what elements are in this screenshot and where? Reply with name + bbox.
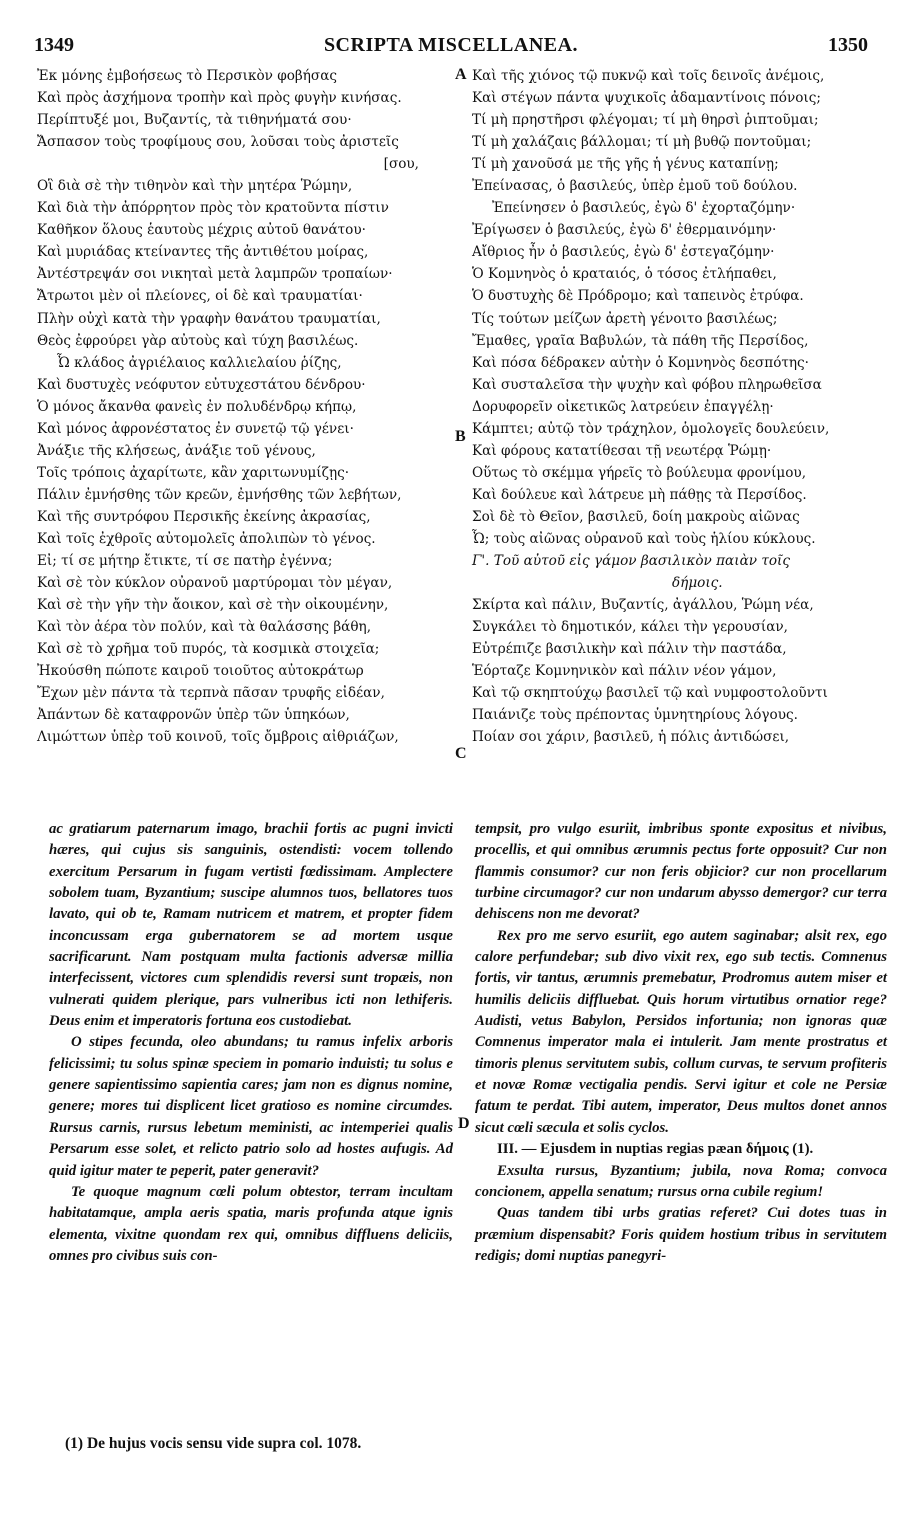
verse-line: Καὶ φόρους κατατίθεσαι τῇ νεωτέρᾳ Ῥώμῃ· [472,442,772,459]
latin-paragraph: Exsulta rursus, Byzantium; jubila, nova Roma; convoca concionem, appella senatum; rursus orna cubile regium! [475,1162,887,1200]
verse-line: Ὦ κλάδος ἀγριέλαιος καλλιελαίου ῥίζης, [57,354,342,371]
verse-line: Λιμώττων ὑπὲρ τοῦ κοινοῦ, τοῖς ὄμβροις αἰθριάζων, [37,729,399,746]
verse-line: Ἀντέστρεψάν σοι νικηταὶ μετὰ λαμπρῶν τροπαίων· [37,266,393,283]
verse-line: Ὁ δυστυχὴς δὲ Πρόδρομο; καὶ ταπεινὸς ἐτρύφα. [472,288,804,305]
verse-line: Τί μὴ χανοῦσά με τῆς γῆς ἡ γένυς καταπίνῃ; [472,156,779,173]
margin-marker-a: A [455,66,467,83]
latin-paragraph: tempsit, pro vulgo esuriit, imbribus sponte expositus et nivibus, procellis, et qui omnibus ærumnis pectus forte opposuit? Cur non flammis consumor? cur non feris objicior? cur non procellarum turbine circumagor? cur non undarum abysso demergor? cur terra dehiscens non me devorat? [475,821,887,923]
verse-line-continuation: [σου, [383,156,419,173]
greek-column-right [472,65,892,748]
verse-line: Παιάνιζε τοὺς πρέποντας ὑμνητηρίους λόγους. [472,707,798,724]
verse-line: Καὶ συσταλεῖσα τὴν ψυχὴν καὶ φόβου πληρωθεῖσα [472,376,822,393]
verse-line: Ἐπείνησεν ὁ βασιλεύς, ἐγὼ δ' ἐχορταζόμην· [492,200,796,217]
verse-line: Σοὶ δὲ τὸ Θεῖον, βασιλεῦ, δοίη μακροὺς αἰῶνας [472,508,800,525]
page-header [34,34,868,64]
page-number-left: 1349 [34,34,74,56]
verse-line: Καὶ πόσα δέδρακεν αὐτὴν ὁ Κομνηνὸς δεσπότης· [472,354,809,371]
verse-line: Καὶ σὲ τὸν κύκλον οὐρανοῦ μαρτύρομαι τὸν μέγαν, [37,575,393,592]
verse-line: Ἐκ μόνης ἐμβοήσεως τὸ Περσικὸν φοβήσας [37,68,337,84]
verse-line: Καὶ τὸν ἀέρα τὸν πολύν, καὶ τὰ θαλάσσης βάθη, [37,619,372,636]
section-heading: Γ'. Τοῦ αὐτοῦ εἰς γάμον βασιλικὸν παιὰν τοῖς [472,553,790,570]
verse-line: Ἄτρωτοι μὲν οἱ πλείονες, οἱ δὲ καὶ τραυματίαι· [37,288,363,305]
latin-paragraph: Rex pro me servo esuriit, ego autem saginabar; alsit rex, ego calore perfundebar; sub divo vixit rex, ego sub tectis. Comnenus fortis, vir tantus, ærumnis premebatur, Prodromus autem miser et humilis deliciis diffluebat. Quis horum virtutibus ornatior rege? Audisti, vetus Babylon, Persidos infortunia; non ignoras quæ Comnenus imperator mala ei intulerit. Jam mente prostratus et timoris plenus servitutem subis, collum curvas, te servum profiteris et novæ Romæ vectigalia pendis. Servi igitur et cole ne Persiæ fatum te perdat. Tibi autem, imperator, Deus multos donet annos sicut cœli sæcula et solis cyclos. [475,927,887,1136]
verse-line: Τί μὴ πρηστῆρσι φλέγομαι; τί μὴ θηρσὶ ῥιπτοῦμαι; [472,112,819,129]
page-number-right: 1350 [828,34,868,56]
verse-line: Καὶ στέγων πάντα ψυχικοῖς ἀδαμαντίνοις πόνοις; [472,90,821,107]
verse-line: Ὁ Κομνηνὸς ὁ κραταιός, ὁ τόσος ἐτλήπαθει, [472,266,777,283]
verse-line: Συγκάλει τὸ δημοτικόν, κάλει τὴν γερουσίαν, [472,619,789,636]
verse-line: Καὶ τῆς χιόνος τῷ πυκνῷ καὶ τοῖς δεινοῖς ἀνέμοις, [472,68,825,84]
verse-line: Ὁ μόνος ἄκανθα φανεὶς ἐν πολυδένδρῳ κήπῳ, [37,398,357,415]
verse-line: Σκίρτα καὶ πάλιν, Βυζαντίς, ἀγάλλου, Ῥώμη νέα, [472,597,814,614]
greek-column-left [37,65,453,748]
verse-line: Κάμπτει; αὐτῷ τὸν τράχηλον, ὁμολογεῖς δουλεύειν, [472,420,830,437]
verse-line: Καὶ μόνος ἀφρονέστατος ἐν συνετῷ τῷ γένει· [37,420,354,437]
verse-line: Ἐπείνασας, ὁ βασιλεύς, ὑπὲρ ἐμοῦ τοῦ δούλου. [472,178,798,195]
verse-line: Καὶ δούλευε καὶ λάτρευε μὴ πάθῃς τὰ Περσίδος. [472,486,807,503]
verse-line: Καὶ διὰ τὴν ἀπόρρητον πρὸς τὸν κρατοῦντα πίστιν [37,200,389,217]
margin-marker-c: C [455,745,467,762]
latin-paragraph: Quas tandem tibi urbs gratias referet? Cui dotes tuas in præmium dispensabit? Foris quidem hostium tribus in servitutem redigis; domi nuptias panegyri- [475,1205,887,1264]
verse-line: Ἔχων μὲν πάντα τὰ τερπνὰ πᾶσαν τρυφῆς εἰδέαν, [37,685,385,702]
verse-line: Ἐρίγωσεν ὁ βασιλεύς, ἐγὼ δ' ἐθερμαινόμην· [472,222,777,239]
footnote: (1) De hujus vocis sensu vide supra col. 1078. [65,1435,362,1452]
running-title: SCRIPTA MISCELLANEA. [323,34,579,56]
latin-column-left [49,819,453,1267]
margin-marker-b: B [455,428,466,445]
latin-paragraph: ac gratiarum paternarum imago, brachii fortis ac pugni invicti hæres, qui cujus sis sanguinis, ostendisti: vocem tollendo exercitum Persarum in fugam vertisti fœdissimam. Amplectere sobolem tuam, Byzantium; suscipe alumnos tuos, bellatores tuos lavato, qui ob te, Ramam nutricem et matrem, et propter fidem inconcussam erga gubernatorem se ad mortem usque sacrificarunt. Nam postquam multa factionis adversæ millia interfecissent, victores cum splendidis reversi sunt tropæis, non vulnerati quidem plerique, pars vulneribus icti non lethiferis. Deus enim et imperatoris fortuna eos custodiebat. [49,821,453,1030]
verse-line: Πλὴν οὐχὶ κατὰ τὴν γραφὴν θανάτου τραυματίαι, [37,310,381,327]
verse-line: Καὶ σὲ τὸ χρῆμα τοῦ πυρός, τὰ κοσμικὰ στοιχεῖα; [37,641,380,658]
verse-line: Ἀνάξιε τῆς κλήσεως, ἀνάξιε τοῦ γένους, [37,442,316,459]
verse-line: Τοῖς τρόποις ἀχαρίτωτε, κἂν χαριτωνυμίζῃς· [37,464,350,481]
latin-section-heading: III. — Ejusdem in nuptias regias pæan δήμοις (1). [497,1141,814,1158]
verse-line: Περίπτυξέ μοι, Βυζαντίς, τὰ τιθηνήματά σου· [37,112,352,129]
section-heading-continuation: δήμοις. [672,575,723,592]
verse-line: Καὶ δυστυχὲς νεόφυτον εὐτυχεστάτου δένδρου· [37,376,366,393]
verse-line: Αἴθριος ἦν ὁ βασιλεύς, ἐγὼ δ' ἐστεγαζόμην· [472,244,775,261]
verse-line: Καὶ τῷ σκηπτούχῳ βασιλεῖ τῷ καὶ νυμφοστολοῦντι [472,685,828,702]
verse-line: Ἑόρταζε Κομνηνικὸν καὶ πάλιν νέον γάμον, [472,663,777,680]
verse-line: Εὐτρέπιζε βασιλικὴν καὶ πάλιν τὴν παστάδα, [472,641,787,658]
verse-line: Καὶ πρὸς ἀσχήμονα τροπὴν καὶ πρὸς φυγὴν κινήσας. [37,90,402,107]
latin-column-right [475,819,887,1267]
verse-line: Καθῆκον ὅλους ἑαυτοὺς μέχρις αὐτοῦ θανάτου· [37,222,366,239]
verse-line: Καὶ τοῖς ἐχθροῖς αὐτομολεῖς ἀπολιπὼν τὸ γένος. [37,530,376,547]
latin-paragraph: Te quoque magnum cœli polum obtestor, terram incultam habitatamque, ampla aeris spatia, maris profunda atque ignis elementa, vixitne quondam rex qui, omnibus diffluens deliciis, omnes pro civibus suis con- [49,1183,453,1264]
verse-line: Τίς τούτων μείζων ἀρετὴ γένοιτο βασιλέως; [472,310,778,327]
verse-line: Ποίαν σοι χάριν, βασιλεῦ, ἡ πόλις ἀντιδώσει, [472,729,790,746]
verse-line: Ἠκούσθη πώποτε καιροῦ τοιοῦτος αὐτοκράτωρ [37,663,364,680]
verse-line: Θεὸς ἐφρούρει γὰρ αὐτοὺς καὶ τύχη βασιλέως. [37,332,359,349]
verse-line: Καὶ μυριάδας κτείναντες τῆς ἀντιθέτου μοίρας, [37,244,369,261]
verse-line: Ἔμαθες, γραῖα Βαβυλών, τὰ πάθη τῆς Περσίδος, [472,332,809,349]
verse-line: Οὕτως τὸ σκέμμα γήρεῖς τὸ βούλευμα φρονίμου, [472,464,807,481]
verse-line: Εἰ; τί σε μήτηρ ἔτικτε, τί σε πατὴρ ἐγέννα; [37,553,333,570]
latin-paragraph: O stipes fecunda, oleo abundans; tu ramus infelix arboris felicissimi; tu solus spinæ speciem in pomario induisti; tu solus e genere sapientissimo sapientia cares; jam non es dignus nomine, genere; mores tui displicent licet gratioso es nomine circumdes. Rursus carnis, rursus lebetum meministi, ac intemperiei qualis Persarum esse solet, et relicto patrio solo ad hostes aufugis. Ad quid igitur mater te peperit, pater generavit? [49,1034,453,1179]
verse-line: Δορυφορεῖν οἰκετικῶς λατρεύειν ἐπαγγέλῃ· [472,398,774,415]
verse-line: Τί μὴ χαλάζαις βάλλομαι; τί μὴ βυθῷ ποντοῦμαι; [472,134,812,151]
verse-line: Καὶ τῆς συντρόφου Περσικῆς ἐκείνης ἀκρασίας, [37,508,371,525]
verse-line: Οἳ διὰ σὲ τὴν τιθηνὸν καὶ τὴν μητέρα Ῥώμην, [37,178,353,195]
verse-line: Καὶ σὲ τὴν γῆν τὴν ἄοικον, καὶ σὲ τὴν οἰκουμένην, [37,597,389,614]
verse-line: Ὦ; τοὺς αἰῶνας οὐρανοῦ καὶ τοὺς ἡλίου κύκλους. [472,530,816,547]
verse-line: Ἀπάντων δὲ καταφρονῶν ὑπὲρ τῶν ὑπηκόων, [37,707,350,724]
margin-marker-d: D [458,1115,470,1132]
verse-line: Ἄσπασον τοὺς τροφίμους σου, λοῦσαι τοὺς ἀριστεῖς [37,134,399,151]
verse-line: Πάλιν ἐμνήσθης τῶν κρεῶν, ἐμνήσθης τῶν λεβήτων, [37,486,402,503]
